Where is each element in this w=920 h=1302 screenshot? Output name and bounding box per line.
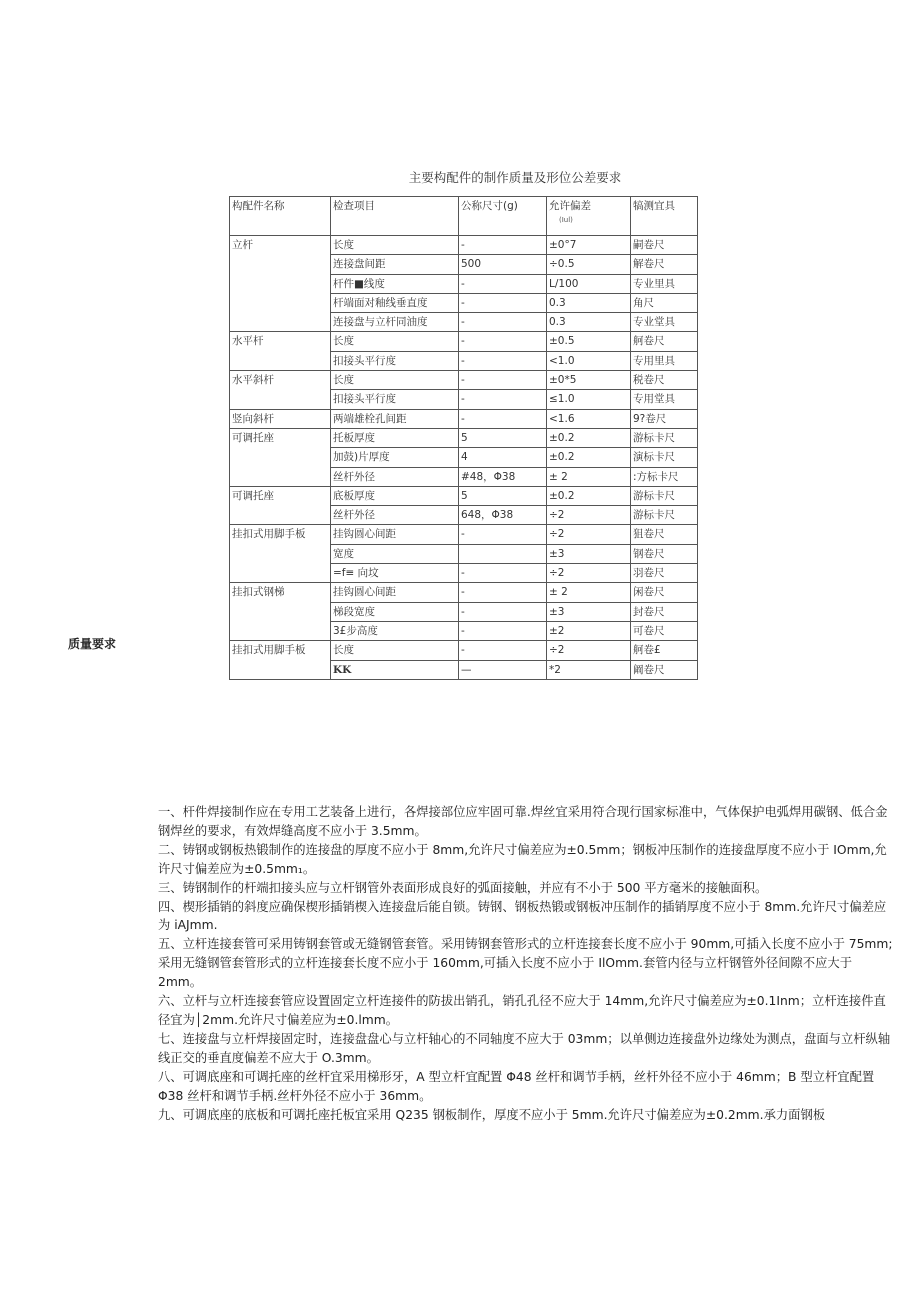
inspection-tool: 税卷尺 — [631, 371, 698, 390]
allowed-deviation: ± 2 — [547, 583, 631, 602]
header-nominal: 公称尺寸(g) — [459, 197, 547, 236]
paragraph: 二、铸钢或钢板热锻制作的连接盘的厚度不应小于 8mm,允许尺寸偏差应为±0.5mm；钢板冲压制作的连接盘厚度不应小于 IOmm,允许尺寸偏差应为±0.5mm₁。 — [158, 842, 887, 876]
header-tool: 犒测宜具 — [631, 197, 698, 236]
table-row — [230, 486, 698, 505]
spec-table — [229, 196, 698, 680]
check-item: 挂钩圆心间距 — [331, 525, 459, 544]
nominal-size: 648，Φ38 — [459, 506, 547, 525]
nominal-size: - — [459, 641, 547, 660]
nominal-size: - — [459, 583, 547, 602]
check-item: 宽度 — [331, 544, 459, 563]
component-name: 可调托座 — [230, 486, 331, 525]
allowed-deviation: ±0.5 — [547, 332, 631, 351]
inspection-tool: 专用里具 — [631, 351, 698, 370]
allowed-deviation: 0.3 — [547, 293, 631, 312]
table-row — [230, 332, 698, 351]
header-deviation-label: 允许偏差 — [549, 200, 591, 212]
nominal-size: - — [459, 371, 547, 390]
inspection-tool: 专用堂具 — [631, 390, 698, 409]
inspection-tool: 可卷尺 — [631, 621, 698, 640]
component-name: 水平杆 — [230, 332, 331, 371]
component-name: 竖向斜杆 — [230, 409, 331, 428]
allowed-deviation: 0.3 — [547, 313, 631, 332]
side-label: 质量要求 — [68, 637, 117, 651]
paragraph: 七、连接盘与立杆焊接固定时，连接盘盘心与立杆轴心的不同轴度不应大于 03mm；以单侧边连接盘外边缘处为测点，盘面与立杆纵轴线正交的垂直度偏差不应大于 O.3mm。 — [158, 1031, 891, 1065]
table-title: 主要构配件的制作质量及形位公差要求 — [408, 170, 622, 185]
allowed-deviation: ÷2 — [547, 506, 631, 525]
allowed-deviation: ±0.2 — [547, 448, 631, 467]
header-deviation — [547, 197, 631, 236]
nominal-size: - — [459, 293, 547, 312]
check-item: 底板厚度 — [331, 486, 459, 505]
check-item: 连接盘与立杆同油度 — [331, 313, 459, 332]
component-name: 挂扣式用脚手板 — [230, 525, 331, 583]
inspection-tool: 闲卷尺 — [631, 583, 698, 602]
requirements-text — [158, 803, 893, 1124]
inspection-tool: 嗣卷尺 — [631, 236, 698, 255]
table-row — [230, 409, 698, 428]
allowed-deviation: <1.6 — [547, 409, 631, 428]
header-name: 构配件名称 — [230, 197, 331, 236]
inspection-tool: 封卷尺 — [631, 602, 698, 621]
inspection-tool: 专业堂具 — [631, 313, 698, 332]
allowed-deviation: *2 — [547, 660, 631, 679]
check-item: 杆端面对釉线垂直度 — [331, 293, 459, 312]
inspection-tool: 角尺 — [631, 293, 698, 312]
table-header-row — [230, 197, 698, 236]
check-item: 长度 — [331, 641, 459, 660]
allowed-deviation: ≤1.0 — [547, 390, 631, 409]
allowed-deviation: ±0*5 — [547, 371, 631, 390]
paragraph: 六、立杆与立杆连接套管应设置固定立杆连接件的防拔出销孔，销孔孔径不应大于 14mm,允许尺寸偏差应为±0.1Inm；立杆连接件直径宜为│2mm.允许尺寸偏差应为±0.lmm。 — [158, 994, 886, 1027]
check-item: 丝杆外径 — [331, 467, 459, 486]
inspection-tool: 阚卷尺 — [631, 660, 698, 679]
allowed-deviation: ± 2 — [547, 467, 631, 486]
nominal-size — [459, 544, 547, 563]
allowed-deviation: ±2 — [547, 621, 631, 640]
component-name: 立杆 — [230, 236, 331, 332]
check-item: KK — [331, 660, 459, 679]
inspection-tool: 游标卡尺 — [631, 486, 698, 505]
nominal-size: - — [459, 390, 547, 409]
allowed-deviation: ±0.2 — [547, 486, 631, 505]
inspection-tool: 解卷尺 — [631, 255, 698, 274]
table-row — [230, 525, 698, 544]
table-row — [230, 236, 698, 255]
check-item: 挂钩圆心间距 — [331, 583, 459, 602]
nominal-size: — — [459, 660, 547, 679]
check-item: 长度 — [331, 236, 459, 255]
component-name: 挂扣式用脚手板 — [230, 641, 331, 680]
inspection-tool: 专业里具 — [631, 274, 698, 293]
check-item: 长度 — [331, 371, 459, 390]
component-name: 可调托座 — [230, 428, 331, 486]
paragraph: 九、可调底座的底板和可调托座托板宜采用 Q235 钢板制作，厚度不应小于 5mm.允许尺寸偏差应为±0.2mm.承力面钢板 — [158, 1107, 826, 1122]
check-item: 托板厚度 — [331, 428, 459, 447]
table-row — [230, 583, 698, 602]
allowed-deviation: ÷2 — [547, 641, 631, 660]
nominal-size: #48，Φ38 — [459, 467, 547, 486]
header-deviation-unit: (Iul) — [559, 216, 573, 224]
nominal-size: - — [459, 409, 547, 428]
allowed-deviation: ÷2 — [547, 564, 631, 583]
allowed-deviation: ±3 — [547, 544, 631, 563]
nominal-size: - — [459, 564, 547, 583]
nominal-size: - — [459, 313, 547, 332]
allowed-deviation: ÷0.5 — [547, 255, 631, 274]
nominal-size: - — [459, 621, 547, 640]
nominal-size: - — [459, 602, 547, 621]
header-item: 检查项目 — [331, 197, 459, 236]
nominal-size: 500 — [459, 255, 547, 274]
check-item: 扣接头平行度 — [331, 351, 459, 370]
inspection-tool: 钢卷尺 — [631, 544, 698, 563]
inspection-tool: 舸卷£ — [631, 641, 698, 660]
paragraph: 五、立杆连接套管可采用铸钢套管或无缝钢管套管。采用铸钢套管形式的立杆连接套长度不应小于 90mm,可插入长度不应小于 75mm;采用无缝钢管套管形式的立杆连接套长度不应小于 160mm,可插入长度不应小于 IlOmm.套管内径与立杆钢管外径间隙不应大于 2mm。 — [158, 937, 893, 990]
check-item: =f≡ 向坟 — [331, 564, 459, 583]
allowed-deviation: <1.0 — [547, 351, 631, 370]
check-item: 杆件■线度 — [331, 274, 459, 293]
inspection-tool: 舸卷尺 — [631, 332, 698, 351]
inspection-tool: 羽卷尺 — [631, 564, 698, 583]
nominal-size: - — [459, 332, 547, 351]
inspection-tool: 游标卡尺 — [631, 428, 698, 447]
check-item: 加鼓)片厚度 — [331, 448, 459, 467]
nominal-size: - — [459, 274, 547, 293]
nominal-size: - — [459, 525, 547, 544]
inspection-tool: 演标卡尺 — [631, 448, 698, 467]
table-row — [230, 641, 698, 660]
check-item: 两端雄栓孔间距 — [331, 409, 459, 428]
table-row — [230, 428, 698, 447]
paragraph: 八、可调底座和可调托座的丝杆宜采用梯形牙，A 型立杆宜配置 Φ48 丝杆和调节手柄，丝杆外径不应小于 46mm；B 型立杆宜配置 Φ38 丝杆和调节手柄.丝杆外径不应小于 36mm。 — [158, 1069, 875, 1103]
paragraph: 四、楔形插销的斜度应确保楔形插销楔入连接盘后能自锁。铸钢、钢板热锻或钢板冲压制作的插销厚度不应小于 8mm.允许尺寸偏差应为 iAJmm. — [158, 899, 887, 933]
nominal-size: 5 — [459, 428, 547, 447]
paragraph: 一、杆件焊接制作应在专用工艺装备上进行，各焊接部位应牢固可靠.焊丝宜采用符合现行国家标准中，气体保护电弧焊用碳钢、低合金钢焊丝的要求，有效焊缝高度不应小于 3.5mm。 — [158, 805, 888, 838]
inspection-tool: 游标卡尺 — [631, 506, 698, 525]
allowed-deviation: ÷2 — [547, 525, 631, 544]
component-name: 水平斜杆 — [230, 371, 331, 410]
inspection-tool: 9?卷尺 — [631, 409, 698, 428]
paragraph: 三、铸钢制作的杆端扣接头应与立杆钢管外表面形成良好的弧面接触，并应有不小于 500 平方毫米的接触面积。 — [158, 880, 768, 895]
check-item: 梯段宽度 — [331, 602, 459, 621]
allowed-deviation: ±0.2 — [547, 428, 631, 447]
allowed-deviation: ±0°7 — [547, 236, 631, 255]
allowed-deviation: ±3 — [547, 602, 631, 621]
inspection-tool: 狙卷尺 — [631, 525, 698, 544]
check-item: 连接盘间距 — [331, 255, 459, 274]
allowed-deviation: L/100 — [547, 274, 631, 293]
nominal-size: 4 — [459, 448, 547, 467]
check-item: 长度 — [331, 332, 459, 351]
table-row — [230, 371, 698, 390]
nominal-size: 5 — [459, 486, 547, 505]
check-item: 扣接头平行度 — [331, 390, 459, 409]
check-item: 丝杆外径 — [331, 506, 459, 525]
component-name: 挂扣式钢梯 — [230, 583, 331, 641]
nominal-size: - — [459, 236, 547, 255]
nominal-size: - — [459, 351, 547, 370]
inspection-tool: :方标卡尺 — [631, 467, 698, 486]
check-item: 3£步高度 — [331, 621, 459, 640]
